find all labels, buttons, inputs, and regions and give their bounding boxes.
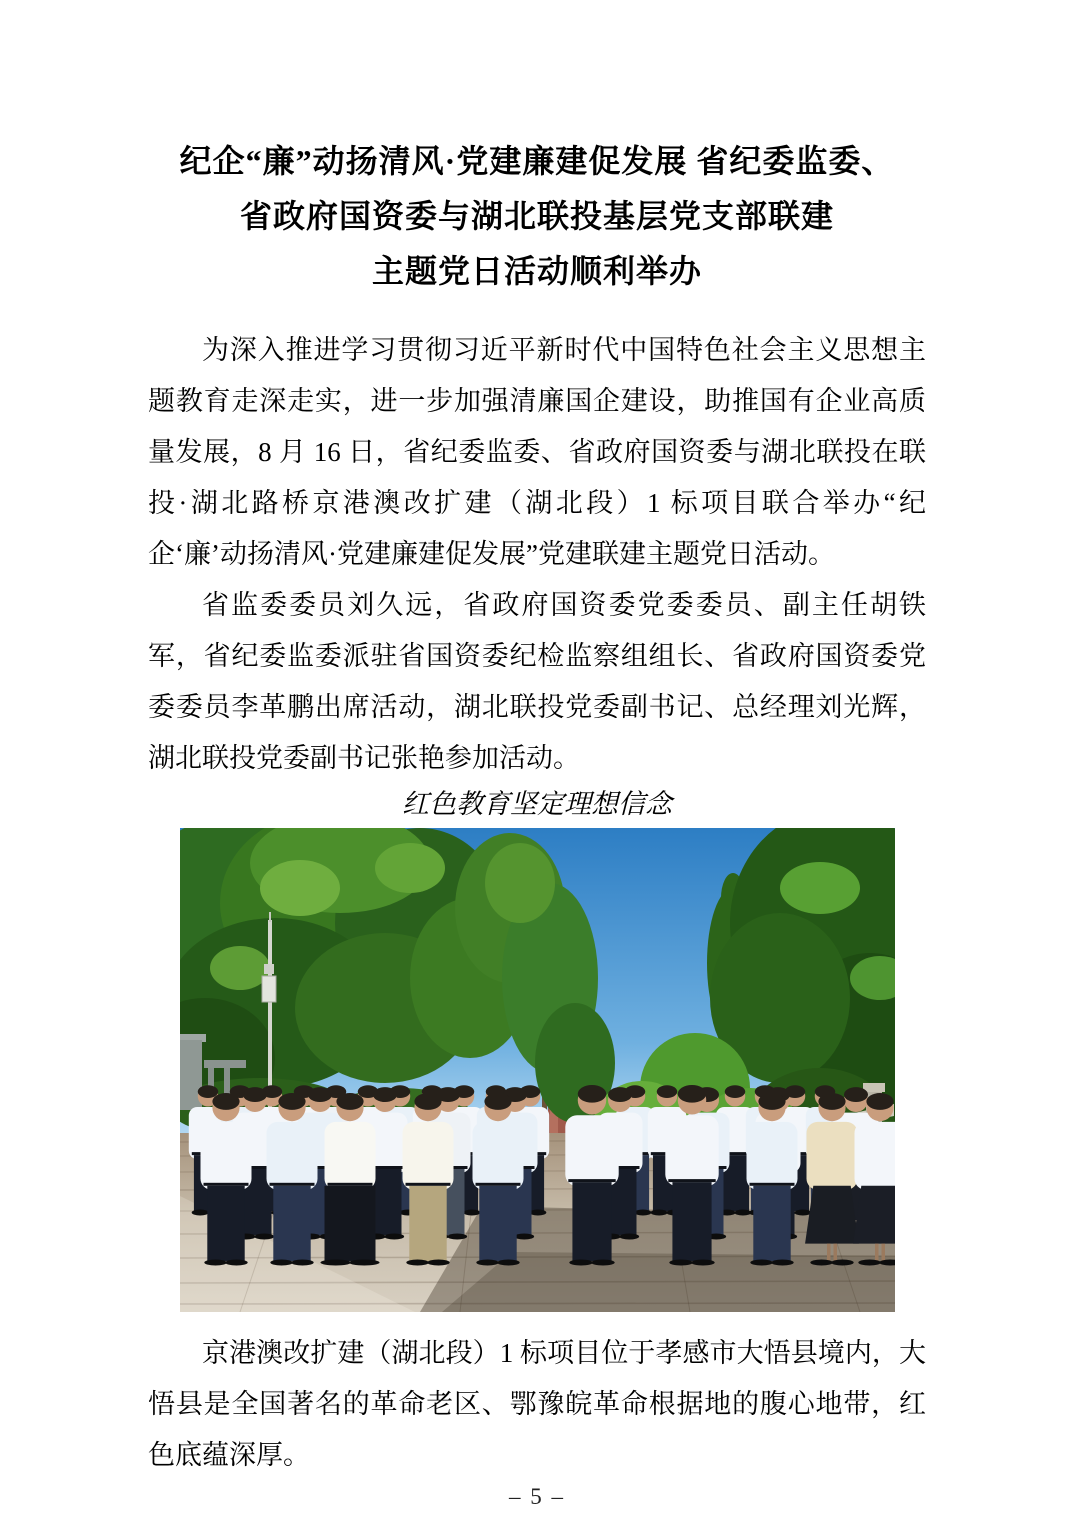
event-photo-canvas (180, 828, 895, 1312)
title-line-2: 省政府国资委与湖北联投基层党支部联建 (239, 198, 834, 234)
event-photo (180, 828, 895, 1312)
document-title (70, 0, 1004, 299)
title-line-1: 纪企“廉”动扬清风·党建廉建促发展 省纪委监委、 (179, 143, 895, 179)
body-paragraph: 省监委委员刘久远，省政府国资委党委委员、副主任胡铁军，省纪委监委派驻省国资委纪检监察组组长、省政府国资委党委委员李革鹏出席活动，湖北联投党委副书记、总经理刘光辉，湖北联投党委副书记张艳参加活动。 (148, 590, 926, 773)
photo-caption: 红色教育坚定理想信念 (402, 789, 672, 819)
body-paragraph: 为深入推进学习贯彻习近平新时代中国特色社会主义思想主题教育走深走实，进一步加强清廉国企建设，助推国有企业高质量发展，8 月 16 日，省纪委监委、省政府国资委与湖北联投在联投·湖北路桥京港澳改扩建（湖北段）1 标项目联合举办“纪企‘廉’动扬清风·党建廉建促发展”党建联建主题党日活动。 (148, 335, 926, 569)
body-text-after-photo (148, 1328, 926, 1481)
body-text (148, 325, 926, 784)
title-line-3: 主题党日活动顺利举办 (371, 253, 702, 289)
page-number: – 5 – (509, 1484, 565, 1509)
body-paragraph: 京港澳改扩建（湖北段）1 标项目位于孝感市大悟县境内，大悟县是全国著名的革命老区、鄂豫皖革命根据地的腹心地带，红色底蕴深厚。 (148, 1338, 926, 1470)
